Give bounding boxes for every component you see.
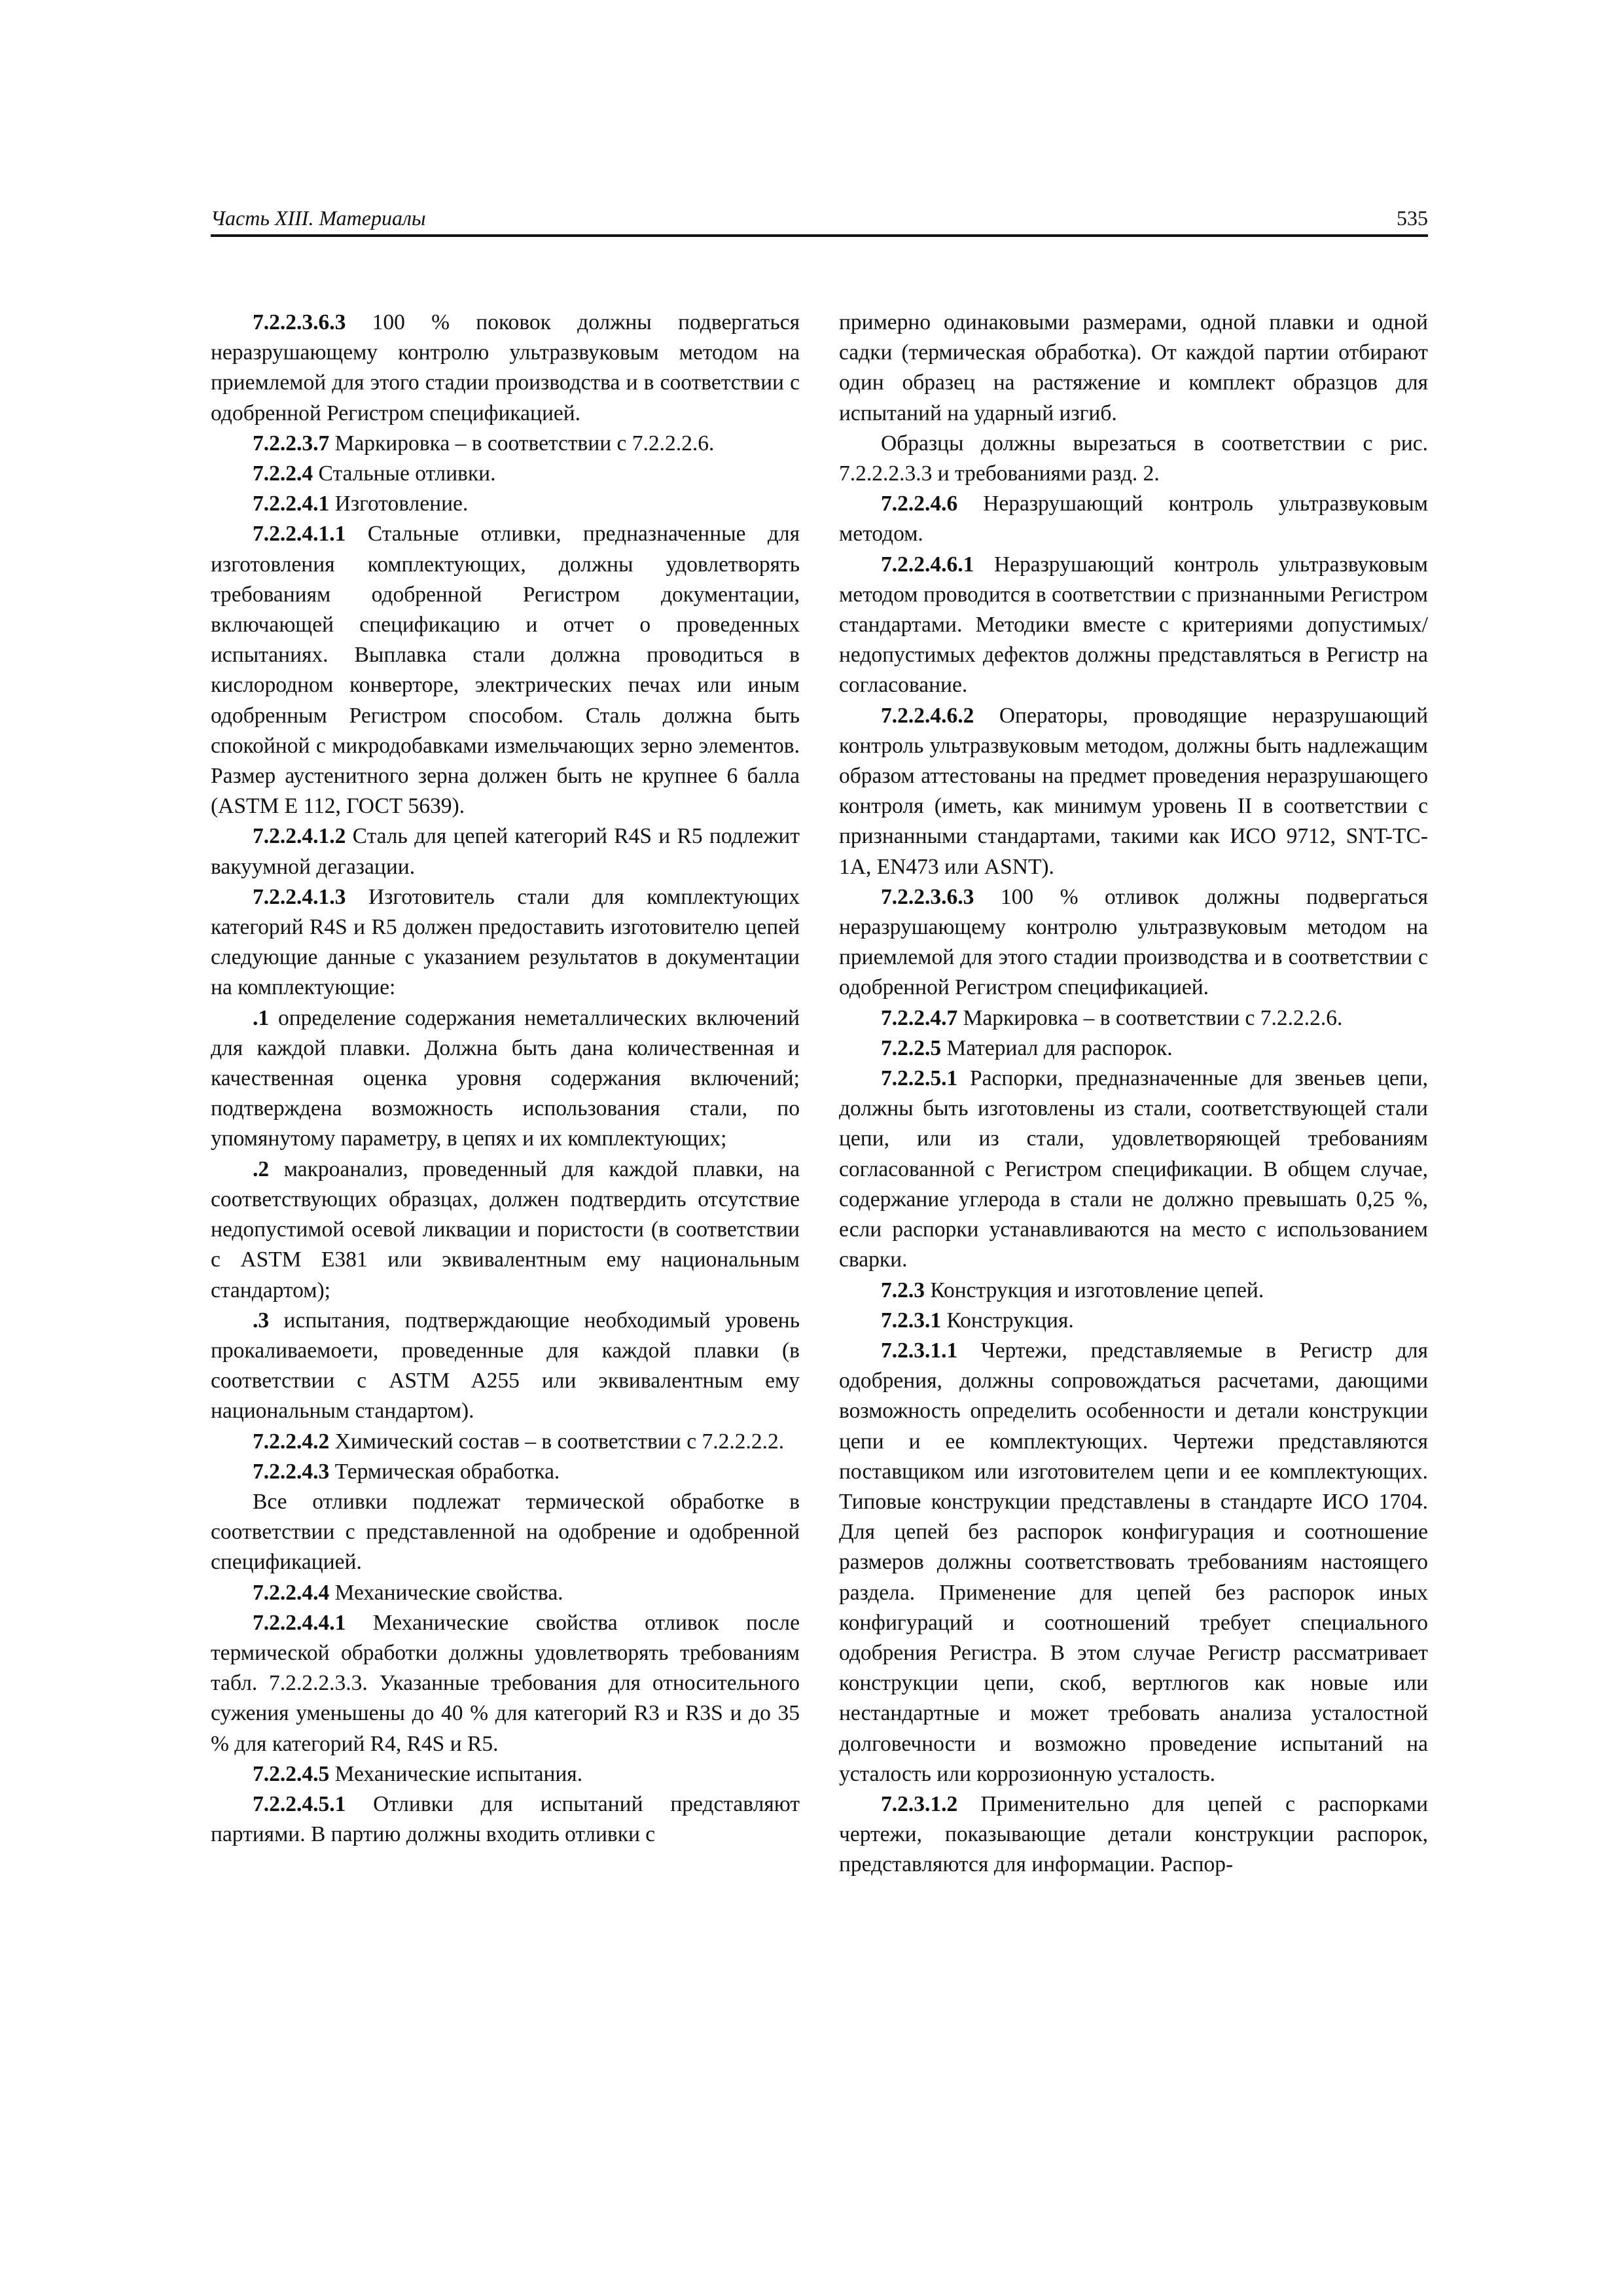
paragraph-text: Механические свойства. [329,1580,563,1605]
clause-number: 7.2.2.4.5.1 [253,1791,346,1816]
paragraph [839,1789,1428,1880]
paragraph [211,489,800,519]
paragraph [211,519,800,821]
clause-number: 7.2.2.4 [253,461,313,486]
clause-number: .3 [253,1308,270,1333]
paragraph-text: Неразрушающий контроль ультразвуковым методом проводится в соответствии с признанными Регистром стандартами. Методики вместе с критериями допустимых/недопустимых дефектов должны представляться в Регистр на согласование. [839,552,1428,698]
paragraph [211,1759,800,1789]
paragraph-text: Все отливки подлежат термической обработке в соответствии с представленной на одобрение и одобренной спецификацией. [211,1489,800,1575]
paragraph [211,459,800,489]
clause-number: 7.2.3.1.2 [881,1791,958,1816]
page-number: 535 [1397,206,1428,230]
paragraph [839,489,1428,549]
paragraph [839,429,1428,489]
paragraph-text: Механические свойства отливок после термической обработки должны удовлетворять требованиям табл. 7.2.2.2.3.3. Указанные требования для относительного сужения уменьшены до 40 % для категорий R3 и R3S и до 35 % для категорий R4, R4S и R5. [211,1610,800,1756]
clause-number: 7.2.2.4.1 [253,492,330,516]
paragraph-text: макроанализ, проведенный для каждой плавки, на соответствующих образцах, должен подтвердить отсутствие недопустимой осевой ликвации и пористости (в соответствии с ASTM E381 или эквивалентным ему национальным стандартом); [211,1157,800,1302]
clause-number: 7.2.3.1 [881,1308,942,1333]
paragraph-text: Маркировка – в соответствии с 7.2.2.2.6. [957,1005,1343,1030]
paragraph-text: Стальные отливки. [313,461,496,486]
clause-number: 7.2.2.5.1 [881,1066,958,1091]
clause-number: 7.2.2.4.1.3 [253,884,346,909]
clause-number: 7.2.2.4.1.2 [253,824,346,849]
clause-number: 7.2.3.1.1 [881,1338,958,1363]
paragraph [211,1003,800,1155]
clause-number: .2 [253,1157,270,1181]
paragraph-text: Распорки, предназначенные для звеньев цепи, должны быть изготовлены из стали, соответствующей стали цепи, или из стали, удовлетворяющей требованиям согласованной с Регистром спецификации. В общем случае, содержание углерода в стали не должно превышать 0,25 %, если распорки устанавливаются на место с использованием сварки. [839,1066,1428,1272]
clause-number: 7.2.2.4.1.1 [253,522,346,547]
running-header [211,196,1428,236]
paragraph-text: примерно одинаковыми размерами, одной плавки и одной садки (термическая обработка). От каждой партии отбирают один образец на растяжение и комплект образцов для испытаний на ударный изгиб. [839,310,1428,425]
section-title: Часть XIII. Материалы [211,206,426,230]
paragraph [839,308,1428,429]
paragraph [211,1789,800,1850]
paragraph-text: Образцы должны вырезаться в соответствии с рис. 7.2.2.2.3.3 и требованиями разд. 2. [839,431,1428,486]
clause-number: 7.2.2.3.7 [253,431,330,456]
paragraph-text: Конструкция и изготовление цепей. [925,1278,1264,1302]
paragraph [211,1155,800,1306]
paragraph [839,1064,1428,1275]
clause-number: 7.2.2.5 [881,1035,942,1060]
clause-number: .1 [253,1005,270,1030]
paragraph-text: определение содержания неметаллических включений для каждой плавки. Должна быть дана количественная и качественная оценка уровня содержания включений; подтверждена возможность использования стали, по упомянутому параметру, в цепях и их комплектующих; [211,1005,800,1151]
paragraph-text: Изготовление. [329,492,469,516]
paragraph-text: испытания, подтверждающие необходимый уровень прокаливаемоети, проведенные для каждой плавки (в соответствии с ASTM A255 или эквивалентным ему национальным стандартом). [211,1308,800,1424]
paragraph-text: 100 % отливок должны подвергаться неразрушающему контролю ультразвуковым методом на приемлемой для этого стадии производства и в соответствии с одобренной Регистром спецификацией. [839,884,1428,1000]
header-divider [211,234,1428,237]
clause-number: 7.2.2.4.4.1 [253,1610,346,1635]
left-column [211,308,800,1850]
paragraph-text: Механические испытания. [329,1761,583,1786]
paragraph [211,1608,800,1759]
paragraph [839,1033,1428,1064]
paragraph [839,1306,1428,1336]
paragraph [839,1336,1428,1789]
paragraph [839,550,1428,701]
clause-number: 7.2.2.4.2 [253,1429,330,1454]
paragraph [839,1003,1428,1033]
clause-number: 7.2.2.4.4 [253,1580,330,1605]
paragraph [211,1457,800,1487]
paragraph [211,1306,800,1427]
paragraph-text: Материал для распорок. [941,1035,1173,1060]
paragraph-text: Изготовитель стали для комплектующих категорий R4S и R5 должен предоставить изготовителю цепей следующие данные с указанием результатов в документации на комплектующие: [211,884,800,1000]
paragraph-text: 100 % поковок должны подвергаться неразрушающему контролю ультразвуковым методом на приемлемой для этого стадии производства и в соответствии с одобренной Регистром спецификацией. [211,310,800,425]
paragraph [211,1578,800,1608]
paragraph-text: Сталь для цепей категорий R4S и R5 подлежит вакуумной дегазации. [211,824,800,879]
paragraph-text: Отливки для испытаний представляют партиями. В партию должны входить отливки с [211,1791,800,1847]
paragraph [211,1427,800,1457]
paragraph-text: Неразрушающий контроль ультразвуковым методом. [839,492,1428,547]
paragraph [211,882,800,1003]
paragraph-text: Термическая обработка. [329,1459,560,1484]
paragraph [211,429,800,459]
paragraph [839,882,1428,1003]
clause-number: 7.2.2.4.6.2 [881,703,974,728]
paragraph-text: Применительно для цепей с распорками чертежи, показывающие детали конструкции распорок, представляются для информации. Распор- [839,1791,1428,1877]
paragraph [839,1276,1428,1306]
paragraph-text: Стальные отливки, предназначенные для изготовления комплектующих, должны удовлетворять требованиям одобренной Регистром документации, включающей спецификацию и отчет о проведенных испытаниях. Выплавка стали должна проводиться в кислородном конверторе, электрических печах или иным одобренным Регистром способом. Сталь должна быть спокойной с микродобавками измельчающих зерно элементов. Размер аустенитного зерна должен быть не крупнее 6 балла (ASTM E 112, ГОСТ 5639). [211,522,800,819]
right-column [839,308,1428,1880]
paragraph-text: Химический состав – в соответствии с 7.2.2.2.2. [329,1429,785,1454]
clause-number: 7.2.2.3.6.3 [881,884,974,909]
paragraph-text: Маркировка – в соответствии с 7.2.2.2.6. [329,431,715,456]
paragraph [839,701,1428,882]
clause-number: 7.2.2.4.6.1 [881,552,974,577]
paragraph [211,821,800,882]
clause-number: 7.2.2.3.6.3 [253,310,346,334]
clause-number: 7.2.2.4.3 [253,1459,330,1484]
clause-number: 7.2.2.4.6 [881,492,958,516]
paragraph-text: Операторы, проводящие неразрушающий контроль ультразвуковым методом, должны быть надлежащим образом аттестованы на предмет проведения неразрушающего контроля (иметь, как минимум уровень II в соответствии с признанными стандартами, такими как ИСО 9712, SNT-TC-1A, EN473 или ASNT). [839,703,1428,879]
clause-number: 7.2.2.4.5 [253,1761,330,1786]
clause-number: 7.2.3 [881,1278,925,1302]
paragraph-text: Чертежи, представляемые в Регистр для одобрения, должны сопровождаться расчетами, дающими возможность определить особенности и детали конструкции цепи и ее комплектующих. Чертежи представляются поставщиком или изготовителем цепи и ее комплектующих. Типовые конструкции представлены в стандарте ИСО 1704. Для цепей без распорок конфигурация и соотношение размеров должны соответствовать требованиям настоящего раздела. Применение для цепей без распорок иных конфигураций и соотношений требует специального одобрения Регистра. В этом случае Регистр рассматривает конструкции цепи, скоб, вертлюгов как новые или нестандартные и может требовать анализа усталостной долговечности и возможно проведение испытаний на усталость или коррозионную усталость. [839,1338,1428,1786]
paragraph [211,1487,800,1578]
paragraph [211,308,800,429]
clause-number: 7.2.2.4.7 [881,1005,958,1030]
paragraph-text: Конструкция. [941,1308,1074,1333]
